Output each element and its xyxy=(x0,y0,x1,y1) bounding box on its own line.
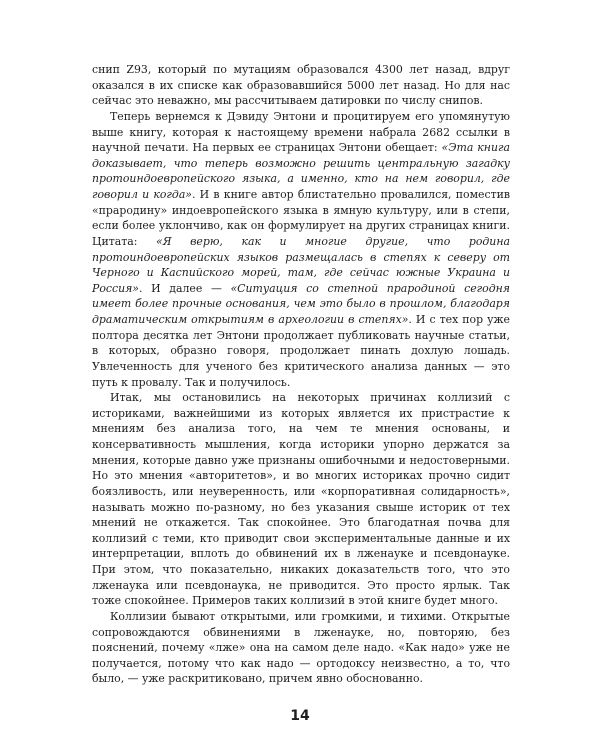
paragraph xyxy=(92,390,510,609)
body-text xyxy=(92,62,510,687)
paragraph xyxy=(92,62,510,109)
text-run: . И с тех пор уже полтора десятка лет Энтони продолжает публиковать научные статьи, в которых, образно говоря, продолжает пинать дохлую лошадь. Увлеченность для ученого без критического анализа данных — это путь к провалу. Так и получилось. xyxy=(92,313,510,389)
text-run: . И в книге автор блистательно провалился, поместив «прародину» индоевропейского языка в ямную культуру, или в степи, если более уклончиво, как он формулирует на других страницах книги. Цитата: xyxy=(92,188,510,248)
text-run: . И далее — xyxy=(138,281,231,295)
quote-text: «Я верю, как и многие другие, что родина протоиндоевропейских языков размещалась в степях к северу от Черного и Каспийского морей, там, где сейчас южные Украина и Россия» xyxy=(92,234,510,295)
text-run: снип Z93, который по мутациям образовался 4300 лет назад, вдруг оказался в их списке как образовавшийся 5000 лет назад. Но для нас сейчас это неважно, мы рассчитываем датировки по числу снипов. xyxy=(92,63,510,108)
quote-text: «Ситуация со степной прародиной сегодня имеет более прочные основания, чем это было в прошлом, благодаря драматическим открытиям в археологии в степях» xyxy=(92,281,510,326)
paragraph xyxy=(92,609,510,687)
paragraph xyxy=(92,109,510,390)
text-run: Итак, мы остановились на некоторых причинах коллизий с историками, важнейшими из которых является их пристрастие к мнениям без анализа того, на чем те мнения основаны, и консервативность мышления, когда историки упорно держатся за мнения, которые давно уже признаны ошибочными и недостоверными. Но это мнения «авторитетов», и во многих историках прочно сидит боязливость, или неуверенность, или «корпоративная солидарность», называть можно по-разному, но без указания свыше историк от тех мнений не откажется. Так спокойнее. Это благодатная почва для коллизий с теми, кто приводит свои экспериментальные данные и их интерпретации, вплоть до обвинений их в лженауке и псевдонауке. При этом, что показательно, никаких доказательств того, что это лженаука или псевдонаука, не приводится. Это просто ярлык. Так тоже спокойнее. Примеров таких коллизий в этой книге будет много. xyxy=(92,391,510,608)
text-run: Теперь вернемся к Дэвиду Энтони и процитируем его упомянутую выше книгу, которая к настоящему времени набрала 2682 ссылки в научной печати. На первых ее страницах Энтони обещает: xyxy=(92,109,510,155)
text-run: Коллизии бывают открытыми, или громкими, и тихими. Открытые сопровождаются обвинениями в лженауке, но, повторяю, без пояснений, почему «лже» она на самом деле надо. «Как надо» уже не получается, потому что как надо — ортодоксу неизвестно, а то, что было, — уже раскритиковано, причем явно обоснованно. xyxy=(92,609,510,686)
quote-text: «Эта книга доказывает, что теперь возможно решить центральную загадку протоиндоевропейского языка, а именно, кто на нем говорил, где говорил и когда» xyxy=(92,141,510,201)
page-number: 14 xyxy=(290,708,310,724)
